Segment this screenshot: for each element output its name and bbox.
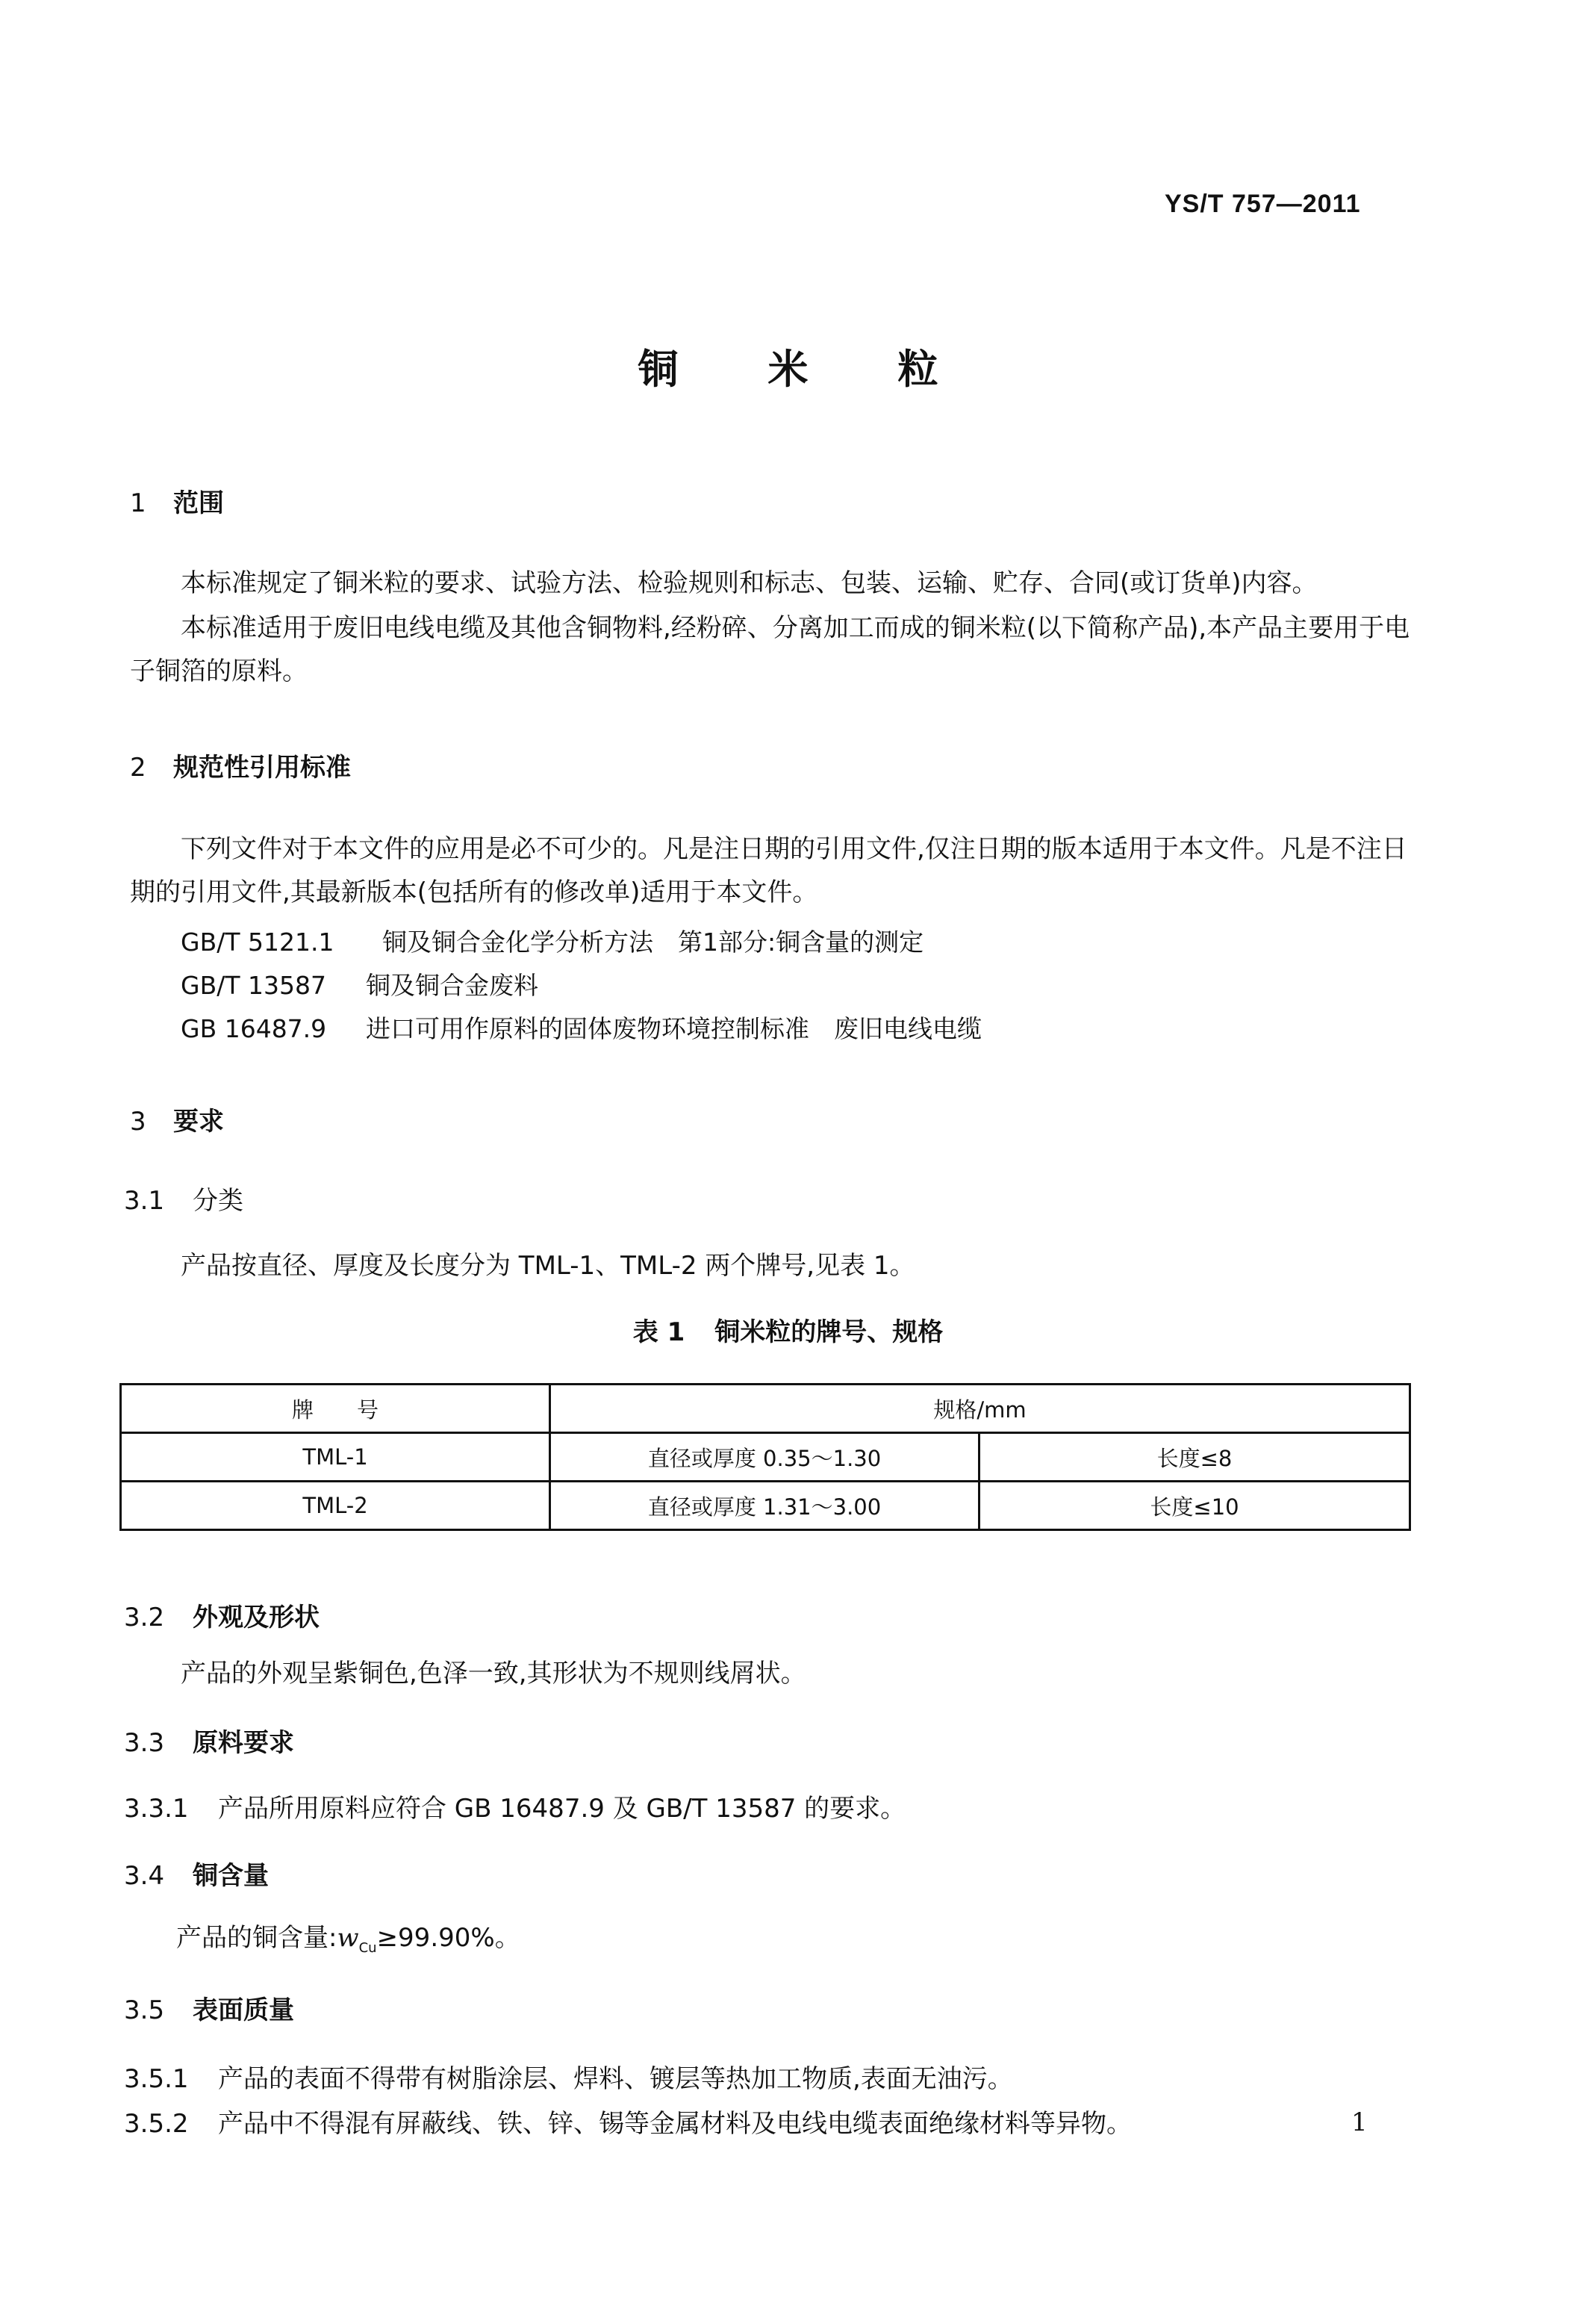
mass-fraction-symbol: w bbox=[337, 1923, 359, 1953]
section-number: 3.3 bbox=[124, 1728, 165, 1758]
section-3-heading bbox=[130, 1101, 224, 1137]
section-title: 外观及形状 bbox=[193, 1603, 320, 1632]
standard-number: YS/T 757—2011 bbox=[1165, 190, 1361, 218]
reference-item bbox=[181, 923, 924, 958]
clause-number: 3.5.1 bbox=[124, 2064, 189, 2094]
clause-text: 产品中不得混有屏蔽线、铁、锌、锡等金属材料及电线电缆表面绝缘材料等异物。 bbox=[218, 2109, 1132, 2139]
section-number: 3.4 bbox=[124, 1861, 165, 1891]
section-3-5-2 bbox=[124, 2103, 1132, 2140]
section-number: 3 bbox=[130, 1107, 146, 1137]
clause-text: 产品的表面不得带有树脂涂层、焊料、镀层等热加工物质,表面无油污。 bbox=[218, 2064, 1013, 2094]
section-title: 表面质量 bbox=[193, 1995, 294, 2025]
section-3-3-heading bbox=[124, 1722, 294, 1759]
section-3-1-heading bbox=[124, 1180, 243, 1217]
section-title: 规范性引用标准 bbox=[173, 753, 351, 783]
clause-number: 3.5.2 bbox=[124, 2109, 189, 2139]
reference-item bbox=[181, 1010, 982, 1045]
header-spec: 规格/mm bbox=[550, 1385, 1410, 1433]
section-3-1-paragraph: 产品按直径、厚度及长度分为 TML-1、TML-2 两个牌号,见表 1。 bbox=[181, 1251, 915, 1281]
section-number: 2 bbox=[130, 753, 146, 783]
section-3-2-paragraph: 产品的外观呈紫铜色,色泽一致,其形状为不规则线屑状。 bbox=[181, 1659, 806, 1688]
section-number: 1 bbox=[130, 488, 146, 518]
cell-length: 长度≤8 bbox=[979, 1433, 1410, 1482]
section-title: 要求 bbox=[173, 1107, 224, 1137]
reference-code: GB 16487.9 bbox=[181, 1014, 327, 1043]
document-title: 铜米粒 bbox=[638, 346, 1028, 393]
section-title: 范围 bbox=[173, 488, 224, 518]
cell-diameter: 直径或厚度 0.35～1.30 bbox=[550, 1433, 979, 1482]
reference-item bbox=[181, 966, 538, 1001]
section-number: 3.5 bbox=[124, 1995, 165, 2025]
page-number: 1 bbox=[1351, 2107, 1368, 2137]
reference-title: 铜及铜合金废料 bbox=[366, 971, 538, 1000]
clause-number: 3.3.1 bbox=[124, 1794, 189, 1824]
section-number: 3.2 bbox=[124, 1603, 165, 1632]
header-grade: 牌 号 bbox=[121, 1385, 550, 1433]
cell-diameter: 直径或厚度 1.31～3.00 bbox=[550, 1482, 979, 1530]
section-3-2-heading bbox=[124, 1597, 320, 1633]
copper-subscript: Cu bbox=[358, 1939, 377, 1956]
section-2-paragraph-1: 下列文件对于本文件的应用是必不可少的。凡是注日期的引用文件,仅注日期的版本适用于本文件。凡是不注日期的引用文件,其最新版本(包括所有的修改单)适用于本文件。 bbox=[130, 834, 1407, 907]
table-row bbox=[121, 1433, 1410, 1482]
copper-content-prefix: 产品的铜含量: bbox=[176, 1923, 337, 1953]
reference-title: 进口可用作原料的固体废物环境控制标准 废旧电线电缆 bbox=[366, 1014, 982, 1043]
table-caption-label: 表 1 bbox=[632, 1317, 685, 1347]
table-caption-text: 铜米粒的牌号、规格 bbox=[714, 1317, 944, 1347]
clause-text: 产品所用原料应符合 GB 16487.9 及 GB/T 13587 的要求。 bbox=[218, 1794, 906, 1824]
cell-length: 长度≤10 bbox=[979, 1482, 1410, 1530]
section-3-5-heading bbox=[124, 1989, 294, 2026]
section-3-4-heading bbox=[124, 1855, 269, 1892]
reference-code: GB/T 13587 bbox=[181, 971, 326, 1000]
section-title: 分类 bbox=[193, 1186, 243, 1216]
section-number: 3.1 bbox=[124, 1186, 165, 1216]
table-row bbox=[121, 1482, 1410, 1530]
section-1-heading bbox=[130, 482, 224, 519]
table-1 bbox=[119, 1383, 1411, 1531]
cell-grade: TML-2 bbox=[121, 1482, 550, 1530]
reference-title: 铜及铜合金化学分析方法 第1部分:铜含量的测定 bbox=[382, 928, 924, 957]
section-title: 原料要求 bbox=[193, 1728, 294, 1758]
cell-grade: TML-1 bbox=[121, 1433, 550, 1482]
table-header-row bbox=[121, 1385, 1410, 1433]
section-3-5-1 bbox=[124, 2058, 1013, 2095]
section-2-heading bbox=[130, 747, 351, 783]
reference-code: GB/T 5121.1 bbox=[181, 928, 334, 957]
section-3-3-1 bbox=[124, 1788, 906, 1824]
section-1-paragraph-1: 本标准规定了铜米粒的要求、试验方法、检验规则和标志、包装、运输、贮存、合同(或订货单)内容。 bbox=[181, 568, 1318, 598]
section-1-paragraph-2: 本标准适用于废旧电线电缆及其他含铜物料,经粉碎、分离加工而成的铜米粒(以下简称产品),本产品主要用于电子铜箔的原料。 bbox=[130, 613, 1410, 686]
section-3-4-paragraph bbox=[176, 1916, 520, 1970]
table-1-caption bbox=[0, 1311, 1576, 1348]
copper-content-value: ≥99.90%。 bbox=[376, 1923, 520, 1953]
section-title: 铜含量 bbox=[193, 1861, 269, 1891]
